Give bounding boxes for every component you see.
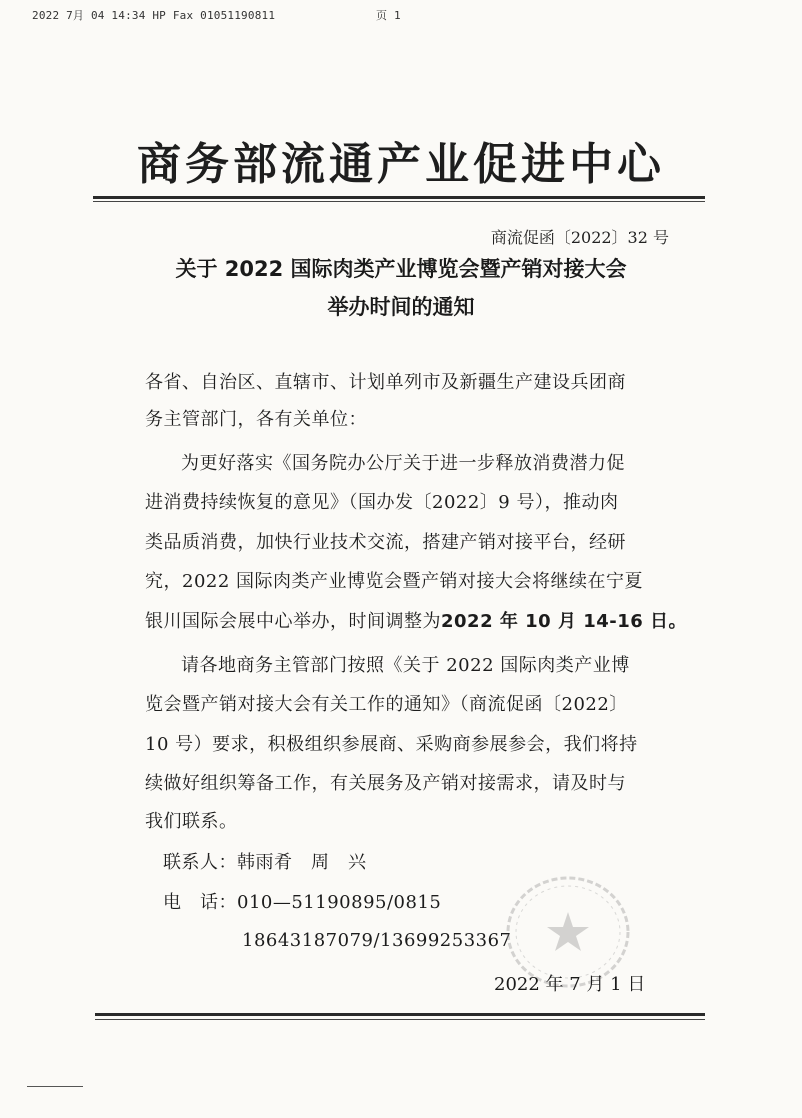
event-date-highlight: 2022 年 10 月 14-16 日。 bbox=[441, 611, 688, 632]
paragraph-1-line-5-text: 银川国际会展中心举办，时间调整为 bbox=[145, 611, 441, 632]
paragraph-1-line-1: 为更好落实《国务院办公厅关于进一步释放消费潜力促 bbox=[181, 453, 625, 474]
fax-header-text: 2022 7月 04 14:34 HP Fax 01051190811 bbox=[32, 9, 276, 22]
header-rule-thick bbox=[93, 196, 705, 199]
paragraph-2-line-5: 我们联系。 bbox=[145, 811, 238, 832]
paragraph-1-line-4: 究，2022 国际肉类产业博览会暨产销对接大会将继续在宁夏 bbox=[145, 571, 644, 592]
addressee-line-2: 务主管部门，各有关单位： bbox=[145, 409, 367, 430]
paragraph-1-line-3: 类品质消费，加快行业技术交流，搭建产销对接平台，经研 bbox=[145, 532, 626, 553]
paragraph-1-line-2: 进消费持续恢复的意见》（国办发〔2022〕9 号），推动肉 bbox=[145, 492, 619, 513]
paragraph-2-line-1: 请各地商务主管部门按照《关于 2022 国际肉类产业博 bbox=[181, 655, 630, 676]
issue-date: 2022 年 7 月 1 日 bbox=[494, 974, 646, 995]
fax-header bbox=[32, 7, 401, 23]
contact-person: 联系人：韩雨肴 周 兴 bbox=[163, 852, 367, 873]
paragraph-2-line-3: 10 号）要求，积极组织参展商、采购商参展参会，我们将持 bbox=[145, 734, 638, 755]
corner-mark bbox=[27, 1086, 83, 1087]
notice-title-line-2: 举办时间的通知 bbox=[327, 295, 475, 319]
document-number: 商流促函〔2022〕32 号 bbox=[490, 228, 669, 247]
paragraph-1-line-5 bbox=[145, 607, 687, 633]
addressee-line-1: 各省、自治区、直辖市、计划单列市及新疆生产建设兵团商 bbox=[145, 372, 626, 393]
footer-rule-thin bbox=[95, 1019, 705, 1020]
fax-page-number: 页 1 bbox=[376, 9, 401, 22]
organization-title: 商务部流通产业促进中心 bbox=[137, 139, 665, 190]
paragraph-2-line-2: 览会暨产销对接大会有关工作的通知》（商流促函〔2022〕 bbox=[145, 694, 628, 715]
footer-rule-thick bbox=[95, 1013, 705, 1016]
notice-title-line-1: 关于 2022 国际肉类产业博览会暨产销对接大会 bbox=[175, 257, 627, 281]
header-rule-thin bbox=[93, 201, 705, 202]
contact-phone-1: 电 话：010—51190895/0815 bbox=[163, 892, 442, 913]
contact-phone-2: 18643187079/13699253367 bbox=[242, 930, 512, 951]
paragraph-2-line-4: 续做好组织筹备工作，有关展务及产销对接需求，请及时与 bbox=[145, 773, 626, 794]
